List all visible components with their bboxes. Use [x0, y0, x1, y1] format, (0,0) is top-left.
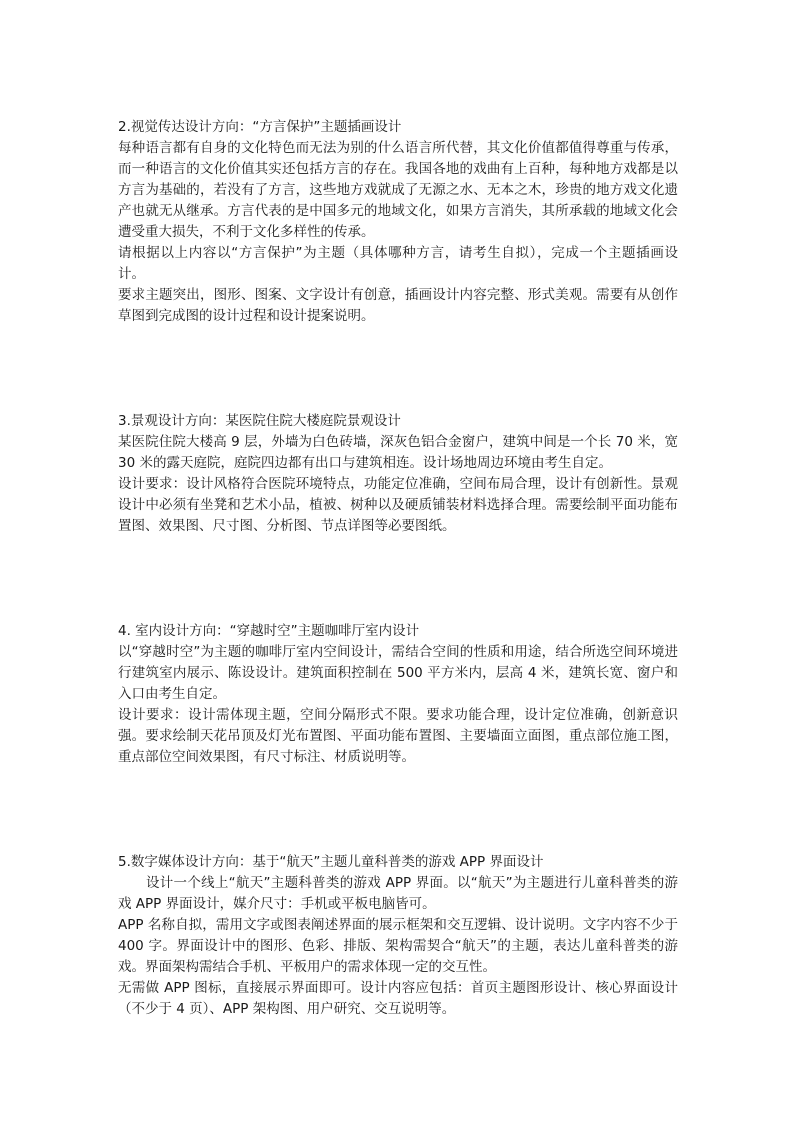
section-visual-communication	[118, 116, 678, 327]
section-heading: 3.景观设计方向：某医院住院大楼庭院景观设计	[118, 413, 401, 429]
section-paragraph: 要求主题突出，图形、图案、文字设计有创意，插画设计内容完整、形式美观。需要有从创作草图到完成图的设计过程和设计提案说明。	[118, 287, 678, 324]
spacer	[118, 327, 678, 410]
section-paragraph: 以“穿越时空”为主题的咖啡厅室内空间设计，需结合空间的性质和用途，结合所选空间环境进行建筑室内展示、陈设设计。建筑面积控制在 500 平方米内，层高 4 米，建筑长宽、窗户和入口由考生自定。	[118, 644, 678, 702]
section-digital-media	[118, 851, 678, 1020]
section-heading: 5.数字媒体设计方向：基于“航天”主题儿童科普类的游戏 APP 界面设计	[118, 854, 544, 870]
section-paragraph: 设计要求：设计风格符合医院环境特点，功能定位准确，空间布局合理，设计有创新性。景观设计中必须有坐凳和艺术小品，植被、树种以及硬质铺装材料选择合理。需要绘制平面功能布置图、效果图、尺寸图、分析图、节点详图等必要图纸。	[118, 476, 678, 534]
section-paragraph: APP 名称自拟，需用文字或图表阐述界面的展示框架和交互逻辑、设计说明。文字内容不少于 400 字。界面设计中的图形、色彩、排版、架构需契合“航天”的主题，表达儿童科普类的游戏。界面架构需结合手机、平板用户的需求体现一定的交互性。	[118, 917, 678, 975]
section-landscape-design	[118, 410, 678, 537]
spacer	[118, 768, 678, 851]
section-paragraph: 请根据以上内容以“方言保护”为主题（具体哪种方言，请考生自拟），完成一个主题插画设计。	[118, 245, 678, 282]
section-paragraph: 设计一个线上“航天”主题科普类的游戏 APP 界面。以“航天”为主题进行儿童科普类的游戏 APP 界面设计，媒介尺寸：手机或平板电脑皆可。	[118, 875, 678, 912]
section-paragraph: 无需做 APP 图标，直接展示界面即可。设计内容应包括：首页主题图形设计、核心界面设计（不少于 4 页）、APP 架构图、用户研究、交互说明等。	[118, 980, 678, 1017]
section-paragraph: 每种语言都有自身的文化特色而无法为别的什么语言所代替，其文化价值都值得尊重与传承，而一种语言的文化价值其实还包括方言的存在。我国各地的戏曲有上百种，每种地方戏都是以方言为基础的，若没有了方言，这些地方戏就成了无源之水、无本之木，珍贵的地方戏文化遗产也就无从继承。方言代表的是中国多元的地域文化，如果方言消失，其所承载的地域文化会遭受重大损失，不利于文化多样性的传承。	[118, 140, 678, 240]
section-heading: 4. 室内设计方向：“穿越时空”主题咖啡厅室内设计	[118, 623, 420, 639]
section-heading: 2.视觉传达设计方向：“方言保护”主题插画设计	[118, 119, 402, 135]
document-page	[118, 116, 678, 1020]
section-paragraph: 某医院住院大楼高 9 层，外墙为白色砖墙，深灰色铝合金窗户，建筑中间是一个长 70 米，宽 30 米的露天庭院，庭院四边都有出口与建筑相连。设计场地周边环境由考生自定。	[118, 434, 678, 471]
section-interior-design	[118, 620, 678, 768]
spacer	[118, 537, 678, 620]
section-paragraph: 设计要求：设计需体现主题，空间分隔形式不限。要求功能合理，设计定位准确，创新意识强。要求绘制天花吊顶及灯光布置图、平面功能布置图、主要墙面立面图，重点部位施工图，重点部位空间效果图，有尺寸标注、材质说明等。	[118, 707, 678, 765]
